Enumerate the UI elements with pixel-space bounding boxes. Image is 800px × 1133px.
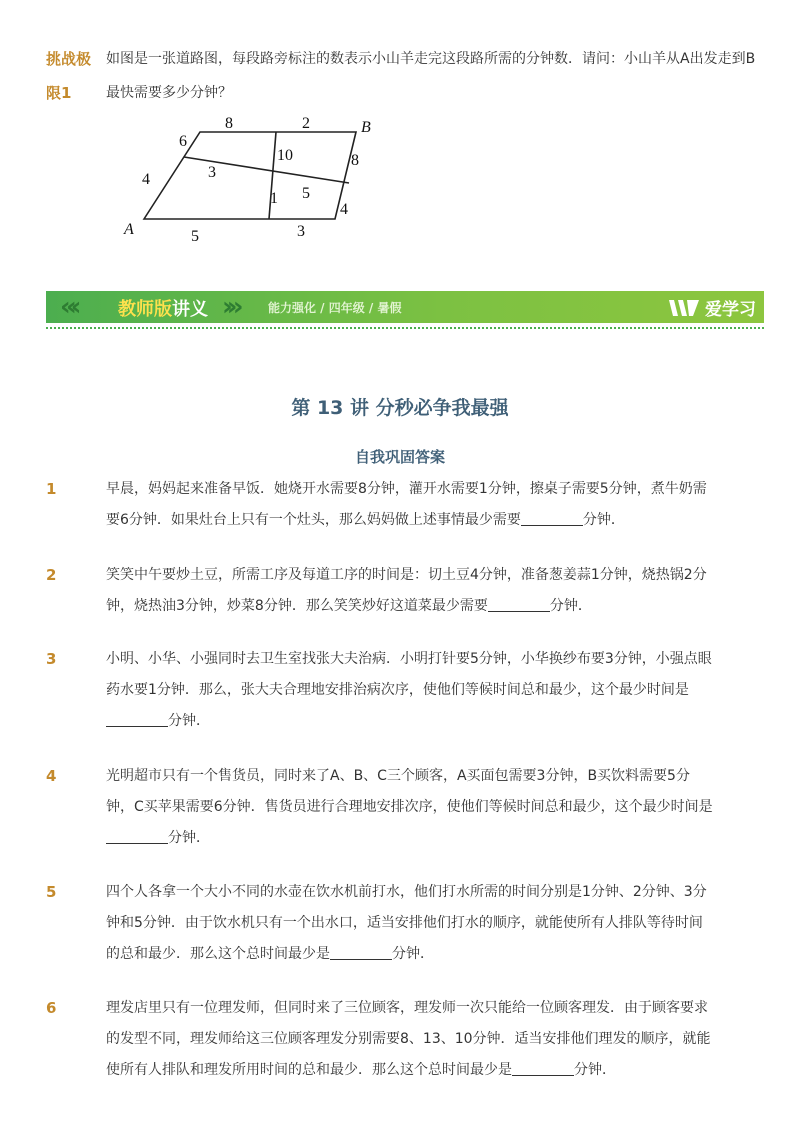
section-title: 自我巩固答案 <box>354 448 445 466</box>
chevron-right-icon: ›» <box>222 292 238 322</box>
road-diagram <box>118 110 378 250</box>
question-number: 6 <box>46 999 57 1017</box>
edge-label-bottom-left: 5 <box>191 228 199 245</box>
answer-blank <box>330 943 392 960</box>
question-text-body: 早晨，妈妈起来准备早饭．她烧开水需要8分钟，灌开水需要1分钟，擦桌子需要5分钟，煮牛奶需要6分钟．如果灶台上只有一个灶头，那么妈妈做上述事情最少需要 <box>106 481 707 528</box>
question-text <box>106 993 716 1086</box>
brand-logo-text: 爱学习 <box>705 300 756 320</box>
edge-label-bottom-right: 3 <box>297 223 305 240</box>
question-number: 4 <box>46 767 57 785</box>
banner-meta: 能力强化 / 四年级 / 暑假 <box>268 301 402 315</box>
edge-label-center-right: 5 <box>302 185 310 202</box>
challenge-label-line2: 限1 <box>46 84 72 102</box>
question-text-body: 小明、小华、小强同时去卫生室找张大夫治病．小明打针要5分钟，小华换纱布要3分钟，小强点眼药水要1分钟．那么，张大夫合理地安排治病次序，使他们等候时间总和最少，这个最少时间是 <box>106 651 712 698</box>
challenge-label <box>46 42 102 110</box>
edge-label-left-upper: 6 <box>179 133 187 150</box>
question-text <box>106 474 716 536</box>
question-text-body: 光明超市只有一个售货员，同时来了A、B、C三个顾客，A买面包需要3分钟，B买饮料需要5分钟，C买苹果需要6分钟．售货员进行合理地安排次序，使他们等候时间总和最少，这个最少时间是 <box>106 768 713 815</box>
question-text-body: 笑笑中午要炒土豆，所需工序及每道工序的时间是：切土豆4分钟，准备葱姜蒜1分钟，烧热锅2分钟，烧热油3分钟，炒菜8分钟．那么笑笑炒好这道菜最少需要 <box>106 567 707 614</box>
answer-blank <box>106 710 168 727</box>
question-text-body: 四个人各拿一个大小不同的水壶在饮水机前打水，他们打水所需的时间分别是1分钟、2分钟、3分钟和5分钟．由于饮水机只有一个出水口，适当安排他们打水的顺序，就能使所有人排队等待时间的总和最少．那么这个总时间最少是 <box>106 884 707 962</box>
road-outline <box>144 132 356 219</box>
answer-blank <box>512 1059 574 1076</box>
edge-label-center-down: 1 <box>270 190 278 207</box>
question-number: 2 <box>46 566 57 584</box>
banner-title <box>118 295 208 321</box>
question-text <box>106 877 716 970</box>
question-number: 3 <box>46 650 57 668</box>
answer-blank <box>488 595 550 612</box>
edge-label-center-up: 10 <box>277 147 293 164</box>
question-text <box>106 644 716 737</box>
logo-icon <box>669 298 699 318</box>
banner-title-highlight: 教师版 <box>118 299 172 320</box>
question-text-body: 理发店里只有一位理发师，但同时来了三位顾客，理发师一次只能给一位顾客理发．由于顾客要求的发型不同，理发师给这三位顾客理发分别需要8、13、10分钟．适当安排他们理发的顺序，就能使所有人排队和理发所用时间的总和最少．那么这个总时间最少是 <box>106 1000 711 1078</box>
question-number: 5 <box>46 883 57 901</box>
chevron-left-icon: «‹ <box>60 292 76 322</box>
challenge-text: 如图是一张道路图，每段路旁标注的数表示小山羊走完这段路所需的分钟数．请问：小山羊从A出发走到B最快需要多少分钟？ <box>106 51 756 101</box>
question-text-tail: 分钟． <box>574 1062 616 1078</box>
question-number: 1 <box>46 480 57 498</box>
edge-label-right-upper: 8 <box>351 152 359 169</box>
question-text <box>106 560 716 622</box>
question-text-tail: 分钟． <box>168 713 210 729</box>
question-text-tail: 分钟． <box>549 598 592 614</box>
answer-blank <box>106 827 168 844</box>
banner-dotted-divider <box>46 327 764 329</box>
edge-label-top-left: 8 <box>225 115 233 132</box>
section-banner <box>46 291 764 329</box>
edge-label-left-lower: 4 <box>142 171 150 188</box>
lesson-title: 第 13 讲 分秒必争我最强 <box>291 397 509 419</box>
banner-title-rest: 讲义 <box>172 299 208 320</box>
challenge-label-line1: 挑战极 <box>46 50 92 68</box>
answer-blank <box>521 509 583 526</box>
edge-label-diag-mid: 3 <box>208 164 216 181</box>
point-b-label: B <box>361 119 371 136</box>
question-text <box>106 761 716 854</box>
question-text-tail: 分钟． <box>582 512 625 528</box>
question-text-tail: 分钟． <box>392 946 434 962</box>
edge-label-top-right: 2 <box>302 115 310 132</box>
banner-bar <box>46 291 764 323</box>
question-text-tail: 分钟． <box>168 830 210 846</box>
edge-label-right-lower: 4 <box>340 201 348 218</box>
brand-logo <box>669 295 756 320</box>
point-a-label: A <box>124 221 134 238</box>
